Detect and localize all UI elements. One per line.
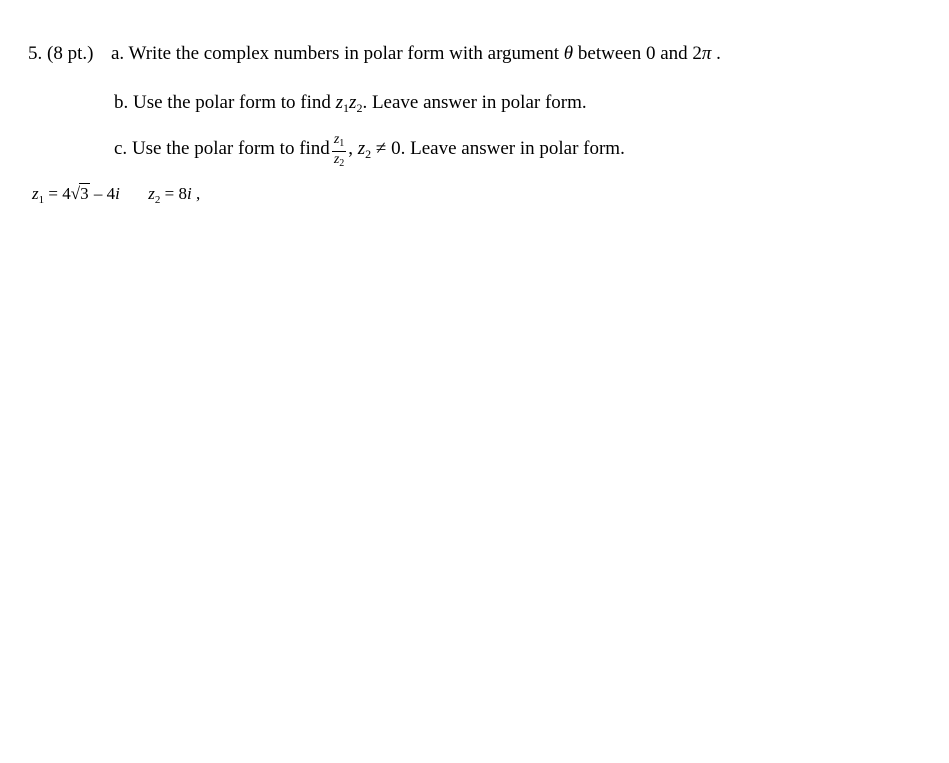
part-a-text: Write the complex numbers in polar form with argument xyxy=(128,43,560,64)
product-expression: $z_1z_2$ xyxy=(335,92,363,115)
quotient-fraction: $\frac{z_1}{z_2}$ xyxy=(333,132,345,169)
part-a-label: a. xyxy=(110,43,125,64)
pi-symbol: π xyxy=(701,43,712,64)
part-a-text-mid: between 0 and 2 xyxy=(577,43,702,64)
part-c-text: Use the polar form to find xyxy=(131,137,330,159)
problem-line-c xyxy=(114,130,625,169)
z2-definition: $z_2 = 8i$ , xyxy=(148,184,201,206)
part-a-end: . xyxy=(716,43,721,64)
part-b-end: . Leave answer in polar form. xyxy=(362,92,587,113)
problem-line-b xyxy=(114,91,587,120)
sqrt-symbol: √3 xyxy=(70,184,89,203)
nonzero-condition: $z_2 \ne 0$ xyxy=(357,137,401,161)
part-b-text: Use the polar form to find xyxy=(133,92,331,113)
problem-number: 5. xyxy=(28,43,43,64)
part-c-label: c. xyxy=(114,137,128,159)
problem-points: (8 pt.) xyxy=(47,43,94,64)
part-c-comma: , xyxy=(348,137,354,159)
part-b-label: b. xyxy=(114,92,129,113)
given-values xyxy=(32,182,200,212)
part-c-end: . Leave answer in polar form. xyxy=(400,137,625,159)
problem-line-a xyxy=(28,42,721,66)
z1-definition: $z_1 = 4√3 - 4i$ xyxy=(32,184,120,206)
theta-symbol: θ xyxy=(563,43,574,64)
